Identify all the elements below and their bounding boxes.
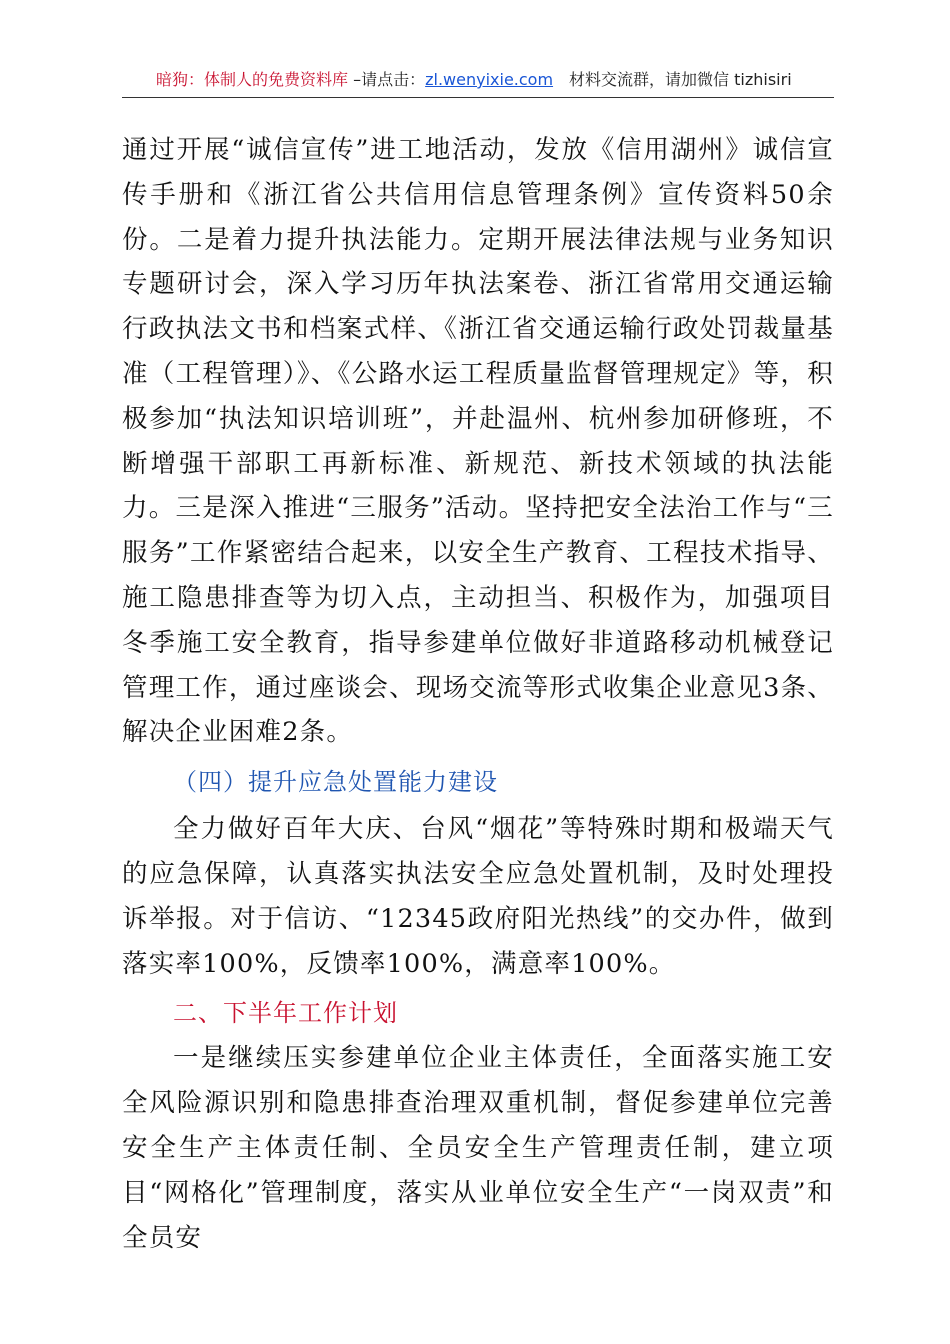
header-divider [122, 97, 834, 98]
document-body [122, 128, 834, 1260]
paragraph-continuation: 通过开展“诚信宣传”进工地活动，发放《信用湖州》诚信宣传手册和《浙江省公共信用信息管理条例》宣传资料50余份。二是着力提升执法能力。定期开展法律法规与业务知识专题研讨会，深入学习历年执法案卷、浙江省常用交通运输行政执法文书和档案式样、《浙江省交通运输行政处罚裁量基准（工程管理）》、《公路水运工程质量监督管理规定》等，积极参加“执法知识培训班”，并赴温州、杭州参加研修班，不断增强干部职工再新标准、新规范、新技术领域的执法能力。三是深入推进“三服务”活动。坚持把安全法治工作与“三服务”工作紧密结合起来，以安全生产教育、工程技术指导、施工隐患排查等为切入点，主动担当、积极作为，加强项目冬季施工安全教育，指导参建单位做好非道路移动机械登记管理工作，通过座谈会、现场交流等形式收集企业意见3条、解决企业困难2条。 [122, 135, 834, 748]
paragraph-emergency-response: 全力做好百年大庆、台风“烟花”等特殊时期和极端天气的应急保障，认真落实执法安全应急处置机制，及时处理投诉举报。对于信访、“12345政府阳光热线”的交办件，做到落实率100%，反馈率100%，满意率100%。 [122, 814, 834, 979]
header-link[interactable]: zl.wenyixie.com [425, 70, 554, 89]
header-wechat-note: 材料交流群，请加微信 tizhisiri [569, 70, 792, 89]
header-brand: 暗狗：体制人的免费资料库 [156, 70, 349, 89]
header-prompt: –请点击： [348, 70, 426, 89]
paragraph-work-plan: 一是继续压实参建单位企业主体责任，全面落实施工安全风险源识别和隐患排查治理双重机制，督促参建单位完善安全生产主体责任制、全员安全生产管理责任制，建立项目“网格化”管理制度，落实从业单位安全生产“一岗双责”和全员安 [122, 1043, 834, 1253]
page-header [122, 66, 834, 94]
subheading-emergency-response: （四）提升应急处置能力建设 [173, 768, 498, 797]
section-heading-second-half-plan: 二、下半年工作计划 [173, 999, 398, 1028]
